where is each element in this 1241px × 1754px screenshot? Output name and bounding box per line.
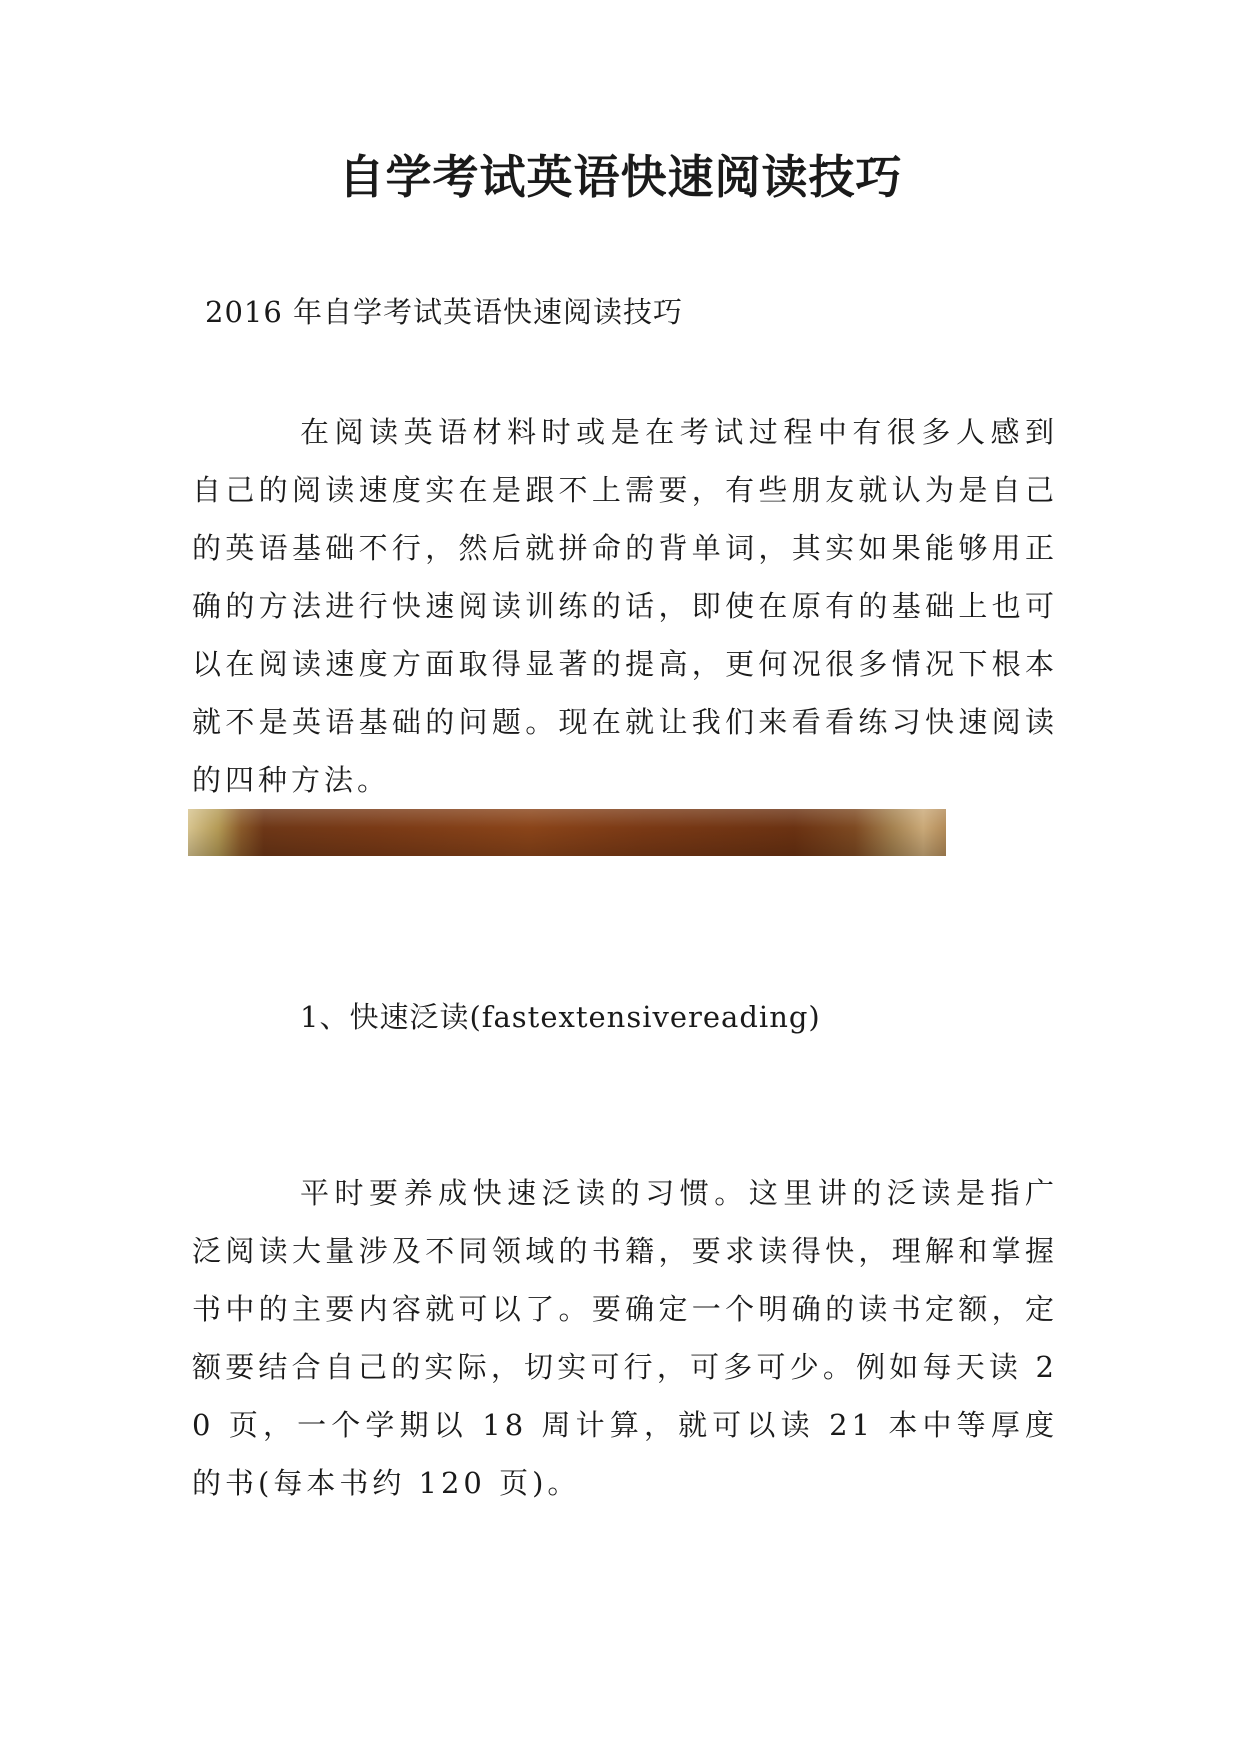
intro-paragraph: 在阅读英语材料时或是在考试过程中有很多人感到自己的阅读速度实在是跟不上需要，有些朋友就认为是自己的英语基础不行，然后就拼命的背单词，其实如果能够用正确的方法进行快速阅读训练的话，即使在原有的基础上也可以在阅读速度方面取得显著的提高，更何况很多情况下根本就不是英语基础的问题。现在就让我们来看看练习快速阅读的四种方法。 — [192, 415, 1058, 797]
document-subtitle: 2016 年自学考试英语快速阅读技巧 — [205, 295, 684, 329]
cropped-photo — [188, 809, 946, 856]
section-paragraph: 平时要养成快速泛读的习惯。这里讲的泛读是指广泛阅读大量涉及不同领域的书籍，要求读得快，理解和掌握书中的主要内容就可以了。要确定一个明确的读书定额，定额要结合自己的实际，切实可行，可多可少。例如每天读 20 页，一个学期以 18 周计算，就可以读 21 本中等厚度的书(每本书约 120 页)。 — [192, 1176, 1058, 1500]
photo-shading — [188, 809, 946, 856]
section-heading: 1、快速泛读(fastextensivereading) — [300, 1000, 821, 1034]
document-title: 自学考试英语快速阅读技巧 — [338, 150, 903, 204]
